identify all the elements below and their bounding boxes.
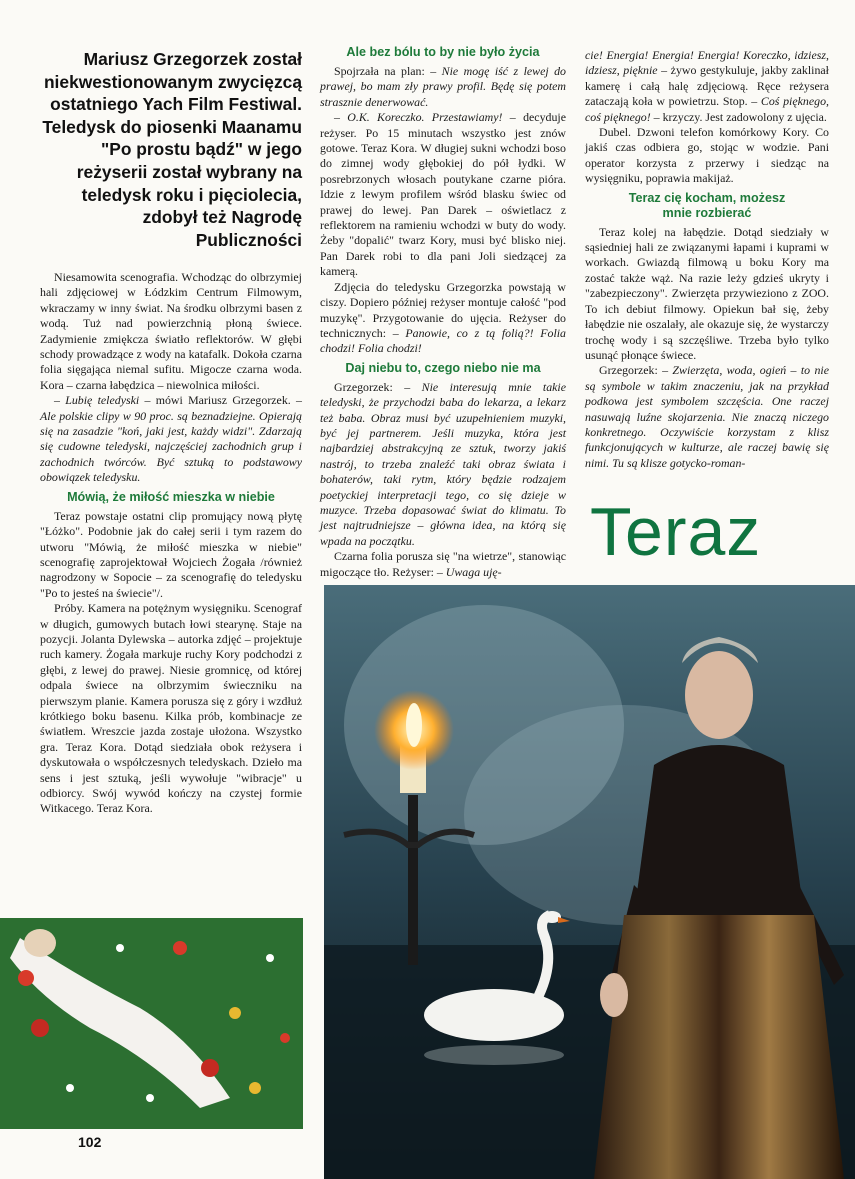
col1-paragraph-4: Próby. Kamera na potężnym wysięgniku. Scenograf w długich, gumowych butach łowi stearynę. Staje na pozycji. Jolanta Dylewska – autorka zdjęć – projektuje ruch kamery. Żogała markuje ruchy Kory podchodzi z głębi, z lewej do prawej. Niesie gromnicę, od której odpala świece na olbrzymim świeczniku na pierwszym planie. Kamera porusza się z góry i wzdłuż krótkiego boku basenu. Kilka prób, kombinacje ze światłem. Wreszcie jazda zostaje ułożona. Wszystko gra. Teraz Kora. Dotąd siedziała obok reżysera i dyskutowała o współczesnych teledyskach. Dzieło ma sens i jest sztuką, jeśli wywołuje "wibracje" u odbiorcy. Swój wywód kończy na czystej formie Witkacego. Teraz Kora.	[40, 601, 302, 816]
col3-paragraph-2: Dubel. Dzwoni telefon komórkowy Kory. Co jakiś czas odbiera go, stojąc w wodzie. Pani operator korzysta z przerwy i siedząc na wysięgniku, poprawia makijaż.	[585, 125, 829, 186]
column-2	[320, 45, 566, 580]
col2-paragraph-3: Zdjęcia do teledysku Grzegorzka powstają w ciszy. Dopiero później reżyser montuje całość "pod muzykę". Przygotowanie do ujęcia. Reżyser do technicznych: – Panowie, co z tą folią?! Folia chodzi! Folia chodzi!	[320, 279, 567, 356]
subheading-mowia: Mówią, że miłość mieszka w niebie	[67, 489, 275, 504]
subheading-daj-niebu: Daj niebu to, czego niebo nie ma	[345, 360, 541, 375]
subheading-bez-bolu: Ale bez bólu to by nie było życia	[346, 45, 540, 59]
col2-paragraph-4: Grzegorzek: – Nie interesują mnie takie teledyski, że przychodzi baba do lekarza, a lekarz też baba. Obraz musi być uzupełnieniem muzyki, być jej partnerem. Jeśli muzyka, która jest najbardziej abstrakcyjną ze sztuk, tworzy jakiś nastrój, to trzeba znaleźć taki obraz świata i bohaterów, taki rytm, który będzie rodzajem poetyckiej interpretacji tego, co się dzieje w muzyce. Trzeba dopasować świat do klimatu. To jest najtrudniejsze – główna idea, na którą się wpada na początku.	[320, 379, 566, 548]
headline-teraz: Teraz	[590, 494, 762, 570]
column-3	[585, 48, 829, 471]
subheading-teraz-cie-kocham: Teraz cię kocham, możesz mnie rozbierać	[628, 190, 786, 220]
col2-paragraph-5: Czarna folia porusza się "na wietrze", stanowiąc migoczące tło. Reżyser: – Uwaga uję-	[320, 549, 566, 579]
col2-paragraph-1: Spojrzała na plan: – Nie mogę iść z lewej do prawej, bo mam zły prawy profil. Będę się potem strasznie denerwować.	[320, 64, 566, 109]
col1-paragraph-1: Niesamowita scenografia. Wchodząc do olbrzymiej hali zdjęciowej w Łódzkim Centrum Filmowym, wkraczamy w inny świat. Na środku olbrzymi basen z wodą. Tuż nad powierzchnią płoną świece. Zadymienie zmiękcza światło reflektorów. W głębi schody prowadzące z wody na katafalk. Dokoła czarna folia sięgająca niemal sufitu. Migocze czarna woda. Kora – czarna łabędzica – niewolnica miłości.	[40, 270, 302, 392]
col3-paragraph-4: Grzegorzek: – Zwierzęta, woda, ogień – to nie są symbole w takim znaczeniu, jak na przykład podkowa jest symbolem szczęścia. One raczej nasuwają luźne skojarzenia. Nie znaczą niczego konkretnego. Oczywiście korzystam z klisz funkcjonujących w kulturze, ale raczej bawię się nimi. Tu są klisze gotycko-roman-	[585, 363, 829, 470]
page-number: 102	[78, 1134, 102, 1150]
photo-kora-with-swan	[324, 585, 855, 1179]
article-lead: Mariusz Grzegorzek został niekwestionowanym zwycięzcą ostatniego Yach Film Festiwal. Teledysk do piosenki Maanamu "Po prostu bądź" w jego reżyserii został wybrany na teledysk roku i pięciolecia, zdobył też Nagrodę Publiczności	[42, 49, 302, 250]
photo-woman-among-flowers	[0, 918, 303, 1129]
col2-paragraph-2: – O.K. Koreczko. Przestawiamy! – decyduje reżyser. Po 15 minutach wszystko jest znów gotowe. Teraz Kora. W długiej sukni wchodzi boso do zimnej wody głębokiej do pół łydki. W posrebrzonych włosach poutykane czarne pióra. Idzie z lewym profilem wśród blasku świec od prawej do lewej. Pan Darek – oświetlacz z reflektorem na ramieniu wchodzi w buty do wody. Żeby "dopalić" twarz Kory, musi być blisko niej. Pan Darek robi to dla pani Joli siedzącej za kamerą.	[320, 110, 566, 279]
col1-paragraph-3: Teraz powstaje ostatni clip promujący nową płytę "Łóżko". Podobnie jak do całej serii i tym razem do utworu "Mówią, że miłość mieszka w niebie" scenografię zaprojektował Wojciech Żogała /również nagrodzony w Sopocie – za scenografię do teledysku "Po to jesteś na świecie"/.	[40, 508, 302, 600]
col3-paragraph-3: Teraz kolej na łabędzie. Dotąd siedziały w sąsiedniej hali ze związanymi łapami i kuprami w workach. Gwiazdą filmową u boku Kory ma zostać także wąż. Na razie leży gdzieś ukryty i "zabezpieczony". Zwierzęta przywieziono z ZOO. To ich debiut filmowy. Opiekun bał się, żeby łabędzie nie oszalały, ale okazuje się, że wystarczy trochę wody i są szczęśliwe. Trzeba było tylko usunąć płonące świece.	[585, 224, 829, 362]
col1-paragraph-2: – Lubię teledyski – mówi Mariusz Grzegorzek. – Ale polskie clipy w 90 proc. są beznadziejne. Opierają się na zasadzie "koń, jaki jest, każdy widzi". Zdarzają się cudowne teledyski, najczęściej zachodnich grup i zachodnich twórców. Być sztuką to podstawowy obowiązek teledysku.	[40, 393, 302, 485]
column-1	[40, 270, 302, 817]
col3-paragraph-1: cie! Energia! Energia! Energia! Koreczko, idziesz, idziesz, pięknie – żywo gestykuluje, jakby zaklinał kamerę i całą halę zdjęciową. Ręce reżysera zataczają koła w powietrzu. Stop. – Coś pięknego, coś pięknego! – krzyczy. Jest zadowolony z ujęcia.	[585, 48, 829, 124]
